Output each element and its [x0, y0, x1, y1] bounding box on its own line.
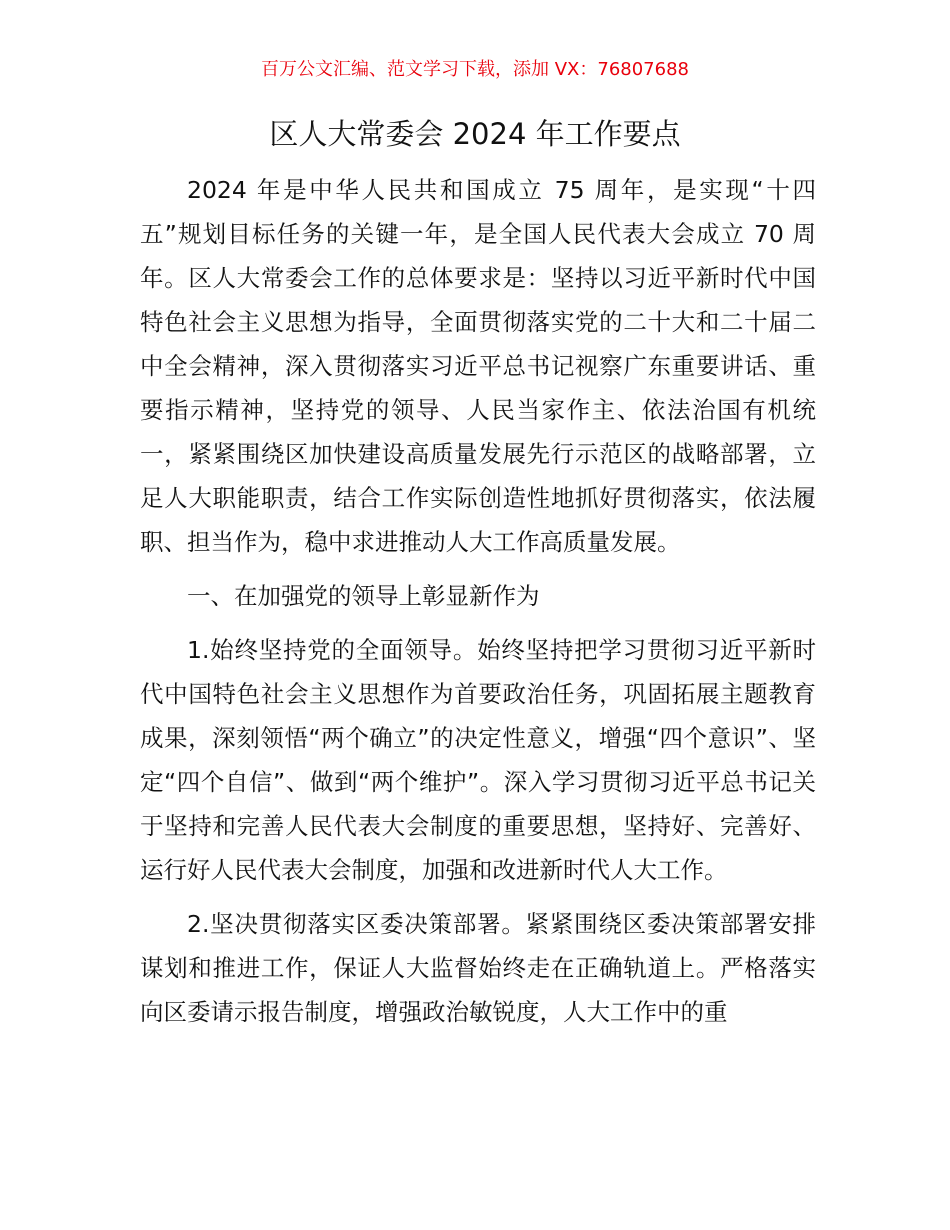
section-heading-1: 一、在加强党的领导上彰显新作为: [187, 582, 540, 610]
item-paragraph-1: 1.始终坚持党的全面领导。始终坚持把学习贯彻习近平新时代中国特色社会主义思想作为首要政治任务，巩固拓展主题教育成果，深刻领悟“两个确立”的决定性意义，增强“四个意识”、坚定“四个自信”、做到“两个维护”。深入学习贯彻习近平总书记关于坚持和完善人民代表大会制度的重要思想，坚持好、完善好、运行好人民代表大会制度，加强和改进新时代人大工作。: [140, 636, 816, 884]
intro-paragraph: 2024 年是中华人民共和国成立 75 周年，是实现“十四五”规划目标任务的关键一年，是全国人民代表大会成立 70 周年。区人大常委会工作的总体要求是：坚持以习近平新时代中国特色社会主义思想为指导，全面贯彻落实党的二十大和二十届二中全会精神，深入贯彻落实习近平总书记视察广东重要讲话、重要指示精神，坚持党的领导、人民当家作主、依法治国有机统一，紧紧围绕区加快建设高质量发展先行示范区的战略部署，立足人大职能职责，结合工作实际创造性地抓好贯彻落实，依法履职、担当作为，稳中求进推动人大工作高质量发展。: [140, 176, 816, 556]
document-body: [140, 168, 816, 1034]
document-title: 区人大常委会 2024 年工作要点: [269, 117, 681, 151]
header-watermark-note: 百万公文汇编、范文学习下载，添加 VX：76807688: [261, 59, 689, 80]
item-paragraph-2: 2.坚决贯彻落实区委决策部署。紧紧围绕区委决策部署安排谋划和推进工作，保证人大监督始终走在正确轨道上。严格落实向区委请示报告制度，增强政治敏锐度，人大工作中的重: [140, 910, 816, 1026]
